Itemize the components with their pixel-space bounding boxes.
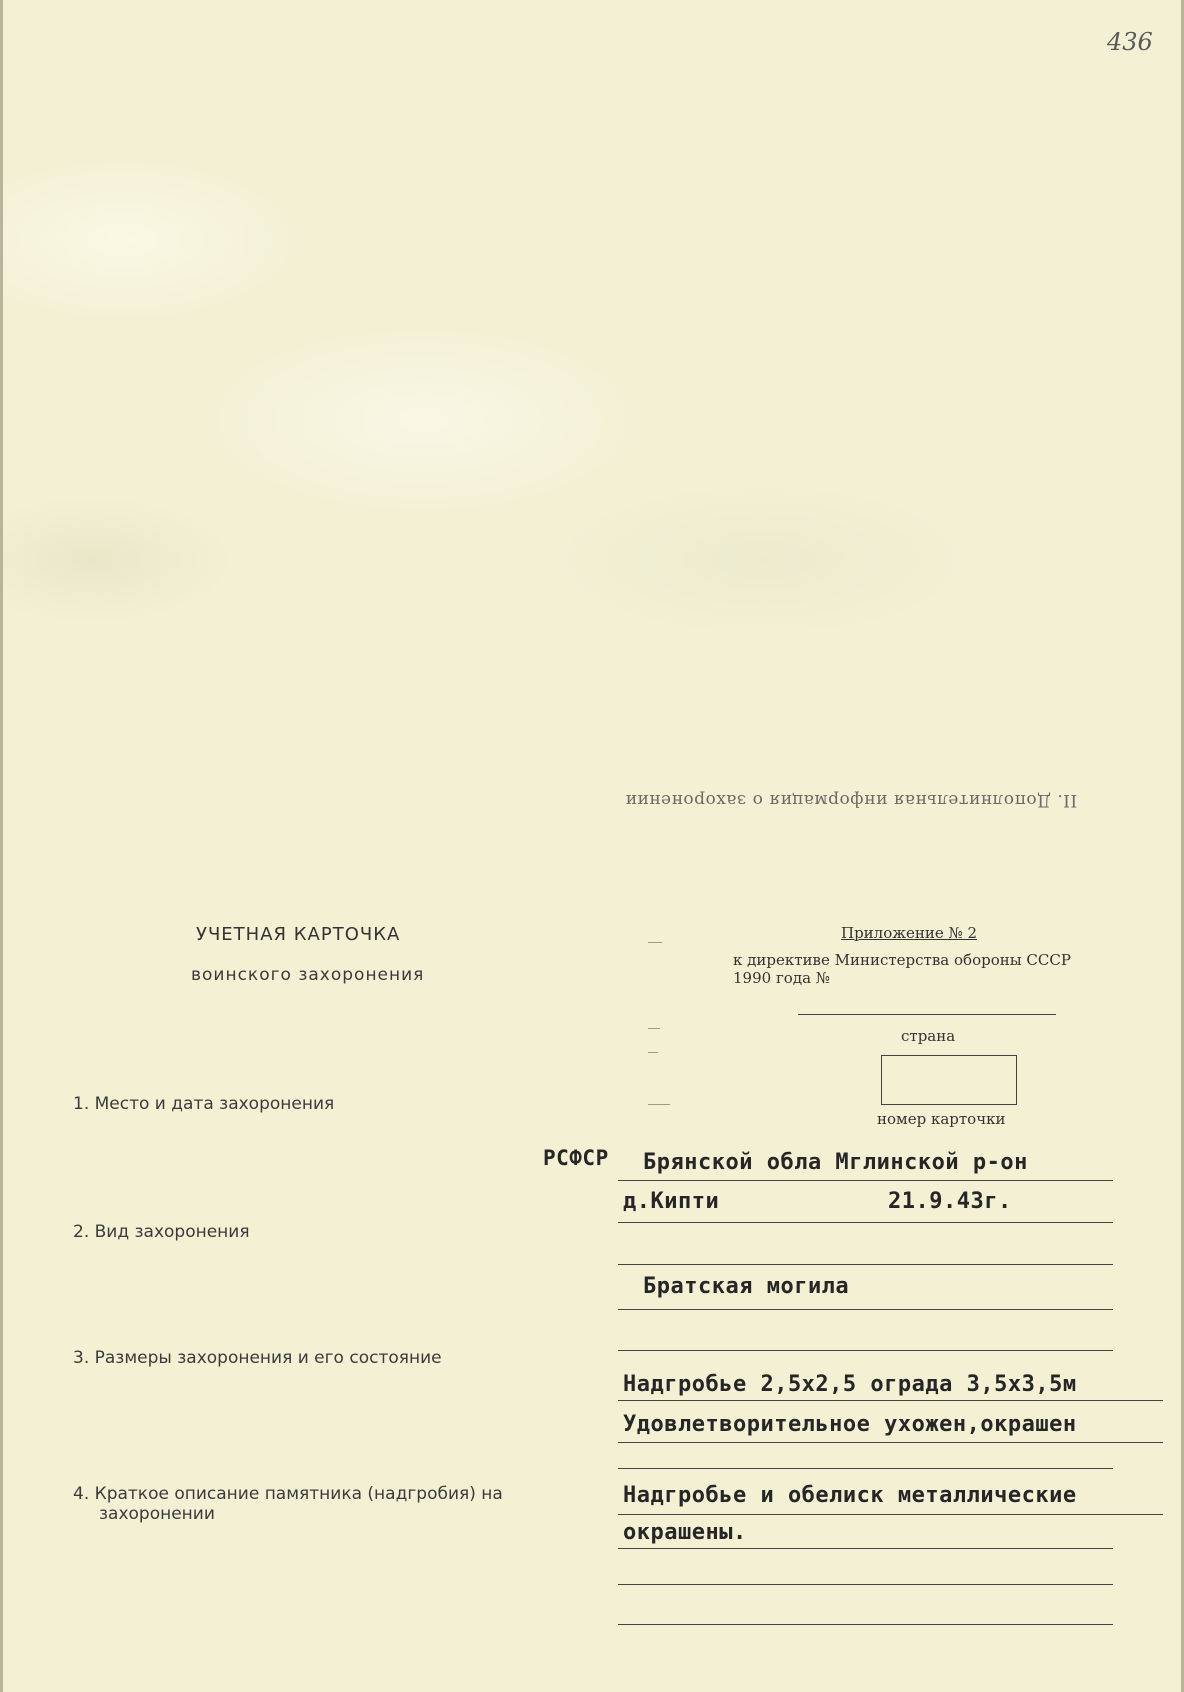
field-monument-line1-rule bbox=[618, 1514, 1163, 1515]
faint-mark bbox=[648, 942, 662, 943]
field-type-rule bbox=[618, 1309, 1113, 1310]
field-monument-rule-3 bbox=[618, 1584, 1113, 1585]
field-size-line1: Надгробье 2,5х2,5 ограда 3,5х3,5м bbox=[623, 1372, 1077, 1397]
country-line bbox=[798, 1014, 1056, 1015]
field-size-label: 3. Размеры захоронения и его состояние bbox=[73, 1348, 442, 1368]
field-place-line2-rule bbox=[618, 1222, 1113, 1223]
field-size-line2-rule bbox=[618, 1442, 1163, 1443]
field-size-rule-bottom bbox=[618, 1468, 1113, 1469]
field-place-line1-rule bbox=[618, 1180, 1113, 1181]
field-monument-rule-4 bbox=[618, 1624, 1113, 1625]
card-number-box bbox=[881, 1055, 1017, 1105]
field-size-line1-rule bbox=[618, 1400, 1163, 1401]
field-monument-line2: окрашены. bbox=[623, 1520, 747, 1545]
faint-mark bbox=[648, 1052, 658, 1053]
field-size-rule-top bbox=[618, 1350, 1113, 1351]
field-monument-label-cont: захоронении bbox=[99, 1504, 215, 1524]
faint-mark bbox=[648, 1104, 670, 1105]
appendix-label: Приложение № 2 bbox=[841, 924, 978, 942]
appendix-directive: к директиве Министерства обороны СССР bbox=[733, 951, 1071, 969]
field-place-date-label: 1. Место и дата захоронения bbox=[73, 1094, 335, 1114]
field-type-label: 2. Вид захоронения bbox=[73, 1222, 250, 1242]
card-number-caption: номер карточки bbox=[877, 1110, 1006, 1128]
reverse-side-heading: II. Дополнительная информация о захоронении bbox=[625, 790, 1078, 810]
page-number: 436 bbox=[1107, 28, 1153, 56]
field-place-village: д.Кипти bbox=[623, 1189, 720, 1214]
card-title: УЧЕТНАЯ КАРТОЧКА bbox=[196, 924, 401, 945]
field-type-rule-top bbox=[618, 1264, 1113, 1265]
appendix-year: 1990 года № bbox=[733, 969, 830, 987]
card-subtitle: воинского захоронения bbox=[191, 965, 425, 985]
field-place-prefix: РСФСР bbox=[543, 1146, 609, 1170]
field-place-line1: Брянской обла Мглинской р-он bbox=[643, 1150, 1028, 1175]
field-burial-date: 21.9.43г. bbox=[888, 1189, 1012, 1214]
country-caption: страна bbox=[901, 1027, 956, 1045]
field-monument-line2-rule bbox=[618, 1548, 1113, 1549]
field-monument-line1: Надгробье и обелиск металлические bbox=[623, 1483, 1077, 1508]
field-size-line2: Удовлетворительное ухожен,окрашен bbox=[623, 1412, 1077, 1437]
field-type-value: Братская могила bbox=[643, 1274, 850, 1299]
field-monument-label: 4. Краткое описание памятника (надгробия) на bbox=[73, 1484, 503, 1504]
faint-mark bbox=[648, 1028, 660, 1029]
